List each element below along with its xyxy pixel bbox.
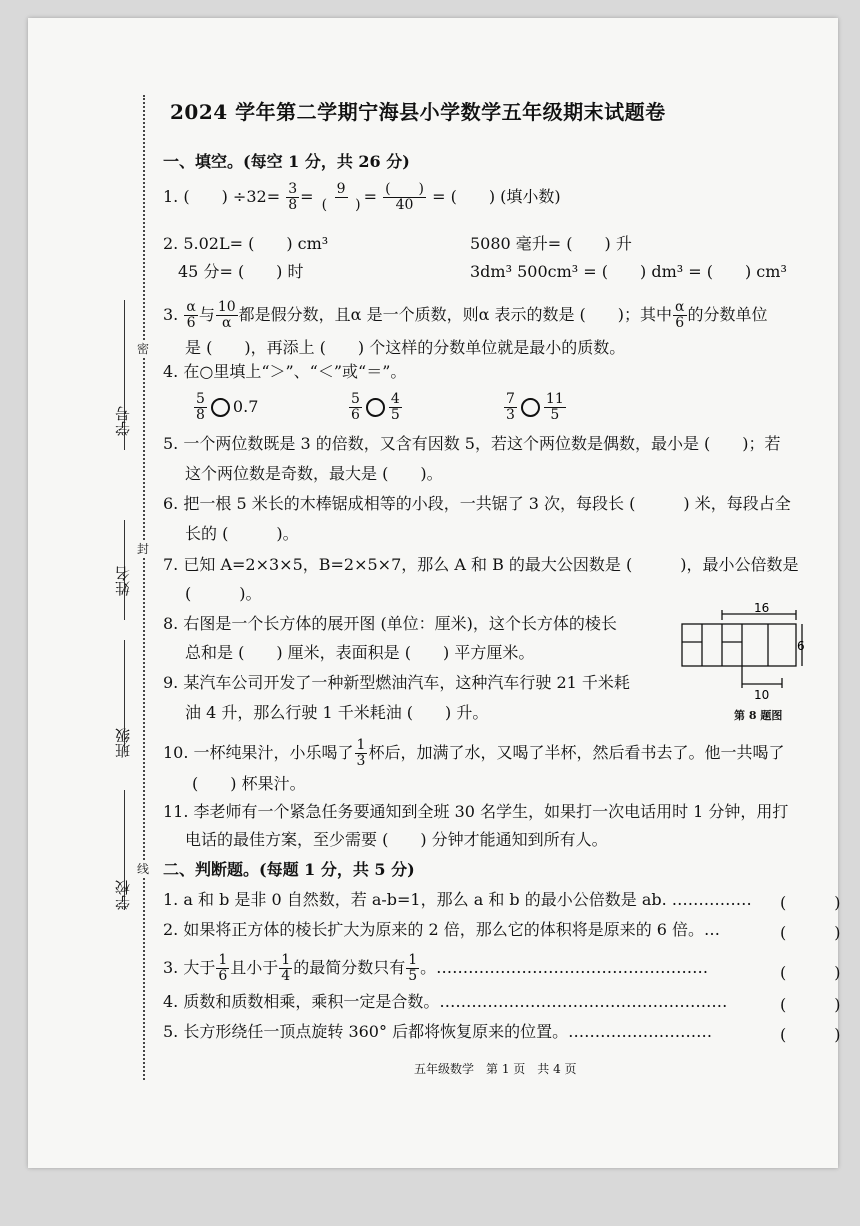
q1: 1. ( ) ÷32= $\frac{3}{8}$ = $\frac{9}{( )}$ = $\frac{( )}{40}$ = ( ) (填小数)	[163, 181, 561, 213]
cuboid-net-diagram	[678, 602, 808, 702]
q2-c: 45 分= ( ) 时	[178, 262, 304, 281]
page-footer: 五年级数学 第 1 页 共 4 页	[414, 1062, 577, 1076]
dim-top-label: 16	[754, 602, 770, 615]
q8-line2: 总和是 ( ) 厘米，表面积是 ( ) 平方厘米。	[185, 643, 535, 662]
seal-char-mi: 密	[137, 342, 150, 356]
q10-line2: ( ) 杯果汁。	[192, 774, 306, 793]
q3-frac-c: $\frac{\alpha}{6}$	[675, 299, 685, 331]
q3-line1: 3. $\frac{\alpha}{6}$ 与 $\frac{10}{\alpha}$ 都是假分数，且α 是一个质数，则α 表示的数是 ( )；其中 $\frac{\alpha}{6}$ 的分数单位	[163, 299, 768, 331]
q4-a: $\frac{5}{8}$ 0.7	[196, 391, 259, 423]
class-label: 班级	[114, 728, 132, 758]
q11-line2: 电话的最佳方案，至少需要 ( ) 分钟才能通知到所有人。	[185, 830, 608, 849]
q7-line2: ( )。	[185, 584, 262, 603]
section1-heading: 一、填空。(每空 1 分，共 26 分)	[163, 152, 410, 171]
compare-circle[interactable]	[211, 398, 230, 417]
section2-heading: 二、判断题。(每题 1 分，共 5 分)	[163, 860, 415, 879]
q3-frac-b: $\frac{10}{\alpha}$	[217, 299, 236, 331]
judge-item-3: 3. 大于 $\frac{1}{6}$ 且小于 $\frac{1}{4}$ 的最简分数只有 $\frac{1}{5}$ 。……………………………………………	[163, 952, 709, 984]
judge-answer-3[interactable]: ( )	[780, 963, 841, 982]
q4-text: 4. 在○里填上“＞”、“＜”或“＝”。	[163, 362, 407, 381]
dim-bottom-label: 10	[754, 688, 770, 702]
judge-answer-4[interactable]: ( )	[780, 995, 841, 1014]
q1-frac-a: $\frac{3}{8}$	[288, 181, 298, 213]
seal-char-xian: 线	[137, 862, 150, 876]
q8-line1: 8. 右图是一个长方体的展开图 (单位：厘米)，这个长方体的棱长	[163, 614, 617, 633]
q2-b: 5080 毫升= ( ) 升	[470, 234, 632, 253]
q9-line1: 9. 某汽车公司开发了一种新型燃油汽车，这种汽车行驶 21 千米耗	[163, 673, 630, 692]
judge-item-1: 1. a 和 b 是非 0 自然数，若 a-b=1，那么 a 和 b 的最小公倍数是 ab. ……………	[163, 890, 752, 909]
q10-line1: 10. 一杯纯果汁，小乐喝了 $\frac{1}{3}$ 杯后，加满了水，又喝了半杯，然后看书去了。他一共喝了	[163, 737, 785, 769]
q10-frac: $\frac{1}{3}$	[356, 737, 366, 769]
q3-line2: 是 ( )，再添上 ( ) 个这样的分数单位就是最小的质数。	[185, 338, 626, 357]
q9-line2: 油 4 升，那么行驶 1 千米耗油 ( ) 升。	[185, 703, 489, 722]
q3-frac-a: $\frac{\alpha}{6}$	[186, 299, 196, 331]
q2-a: 2. 5.02L= ( ) cm³	[163, 234, 329, 253]
q6-line2: 长的 ( )。	[185, 524, 299, 543]
student-id-label: 学号	[114, 406, 132, 436]
q7-line1: 7. 已知 A=2×3×5，B=2×5×7，那么 A 和 B 的最大公因数是 ( )，最小公倍数是	[163, 555, 799, 574]
seal-char-feng: 封	[137, 542, 150, 556]
judge-item-2: 2. 如果将正方体的棱长扩大为原来的 2 倍，那么它的体积将是原来的 6 倍。…	[163, 920, 721, 939]
judge-answer-2[interactable]: ( )	[780, 923, 841, 942]
compare-circle[interactable]	[521, 398, 540, 417]
q11-line1: 11. 李老师有一个紧急任务要通知到全班 30 名学生，如果打一次电话用时 1 分钟，用打	[163, 802, 789, 821]
q8-figure-caption: 第 8 题图	[734, 709, 783, 722]
judge-answer-5[interactable]: ( )	[780, 1025, 841, 1044]
judge-answer-1[interactable]: ( )	[780, 893, 841, 912]
q4-b: $\frac{5}{6}$ $\frac{4}{5}$	[351, 391, 400, 423]
dim-right-label: 6	[797, 639, 805, 653]
q1-frac-b: $\frac{9}{( )}$	[321, 181, 361, 213]
school-label: 学校	[114, 880, 132, 910]
binding-dotted-line	[143, 95, 145, 1080]
name-label: 姓名	[114, 566, 132, 596]
judge-item-4: 4. 质数和质数相乘，乘积一定是合数。………………………………………………	[163, 992, 728, 1011]
q2-d: 3dm³ 500cm³ = ( ) dm³ = ( ) cm³	[470, 262, 787, 281]
q1-frac-c: $\frac{( )}{40}$	[385, 181, 424, 213]
q5-line2: 这个两位数是奇数，最大是 ( )。	[185, 464, 443, 483]
judge-item-5: 5. 长方形绕任一顶点旋转 360° 后都将恢复原来的位置。………………………	[163, 1022, 713, 1041]
q6-line1: 6. 把一根 5 米长的木棒锯成相等的小段，一共锯了 3 次，每段长 ( ) 米，每段占全	[163, 494, 791, 513]
q4-c: $\frac{7}{3}$ $\frac{11}{5}$	[506, 391, 564, 423]
page-title: 2024 学年第二学期宁海县小学数学五年级期末试题卷	[170, 100, 666, 124]
q5-line1: 5. 一个两位数既是 3 的倍数，又含有因数 5，若这个两位数是偶数，最小是 ( )；若	[163, 434, 781, 453]
compare-circle[interactable]	[366, 398, 385, 417]
